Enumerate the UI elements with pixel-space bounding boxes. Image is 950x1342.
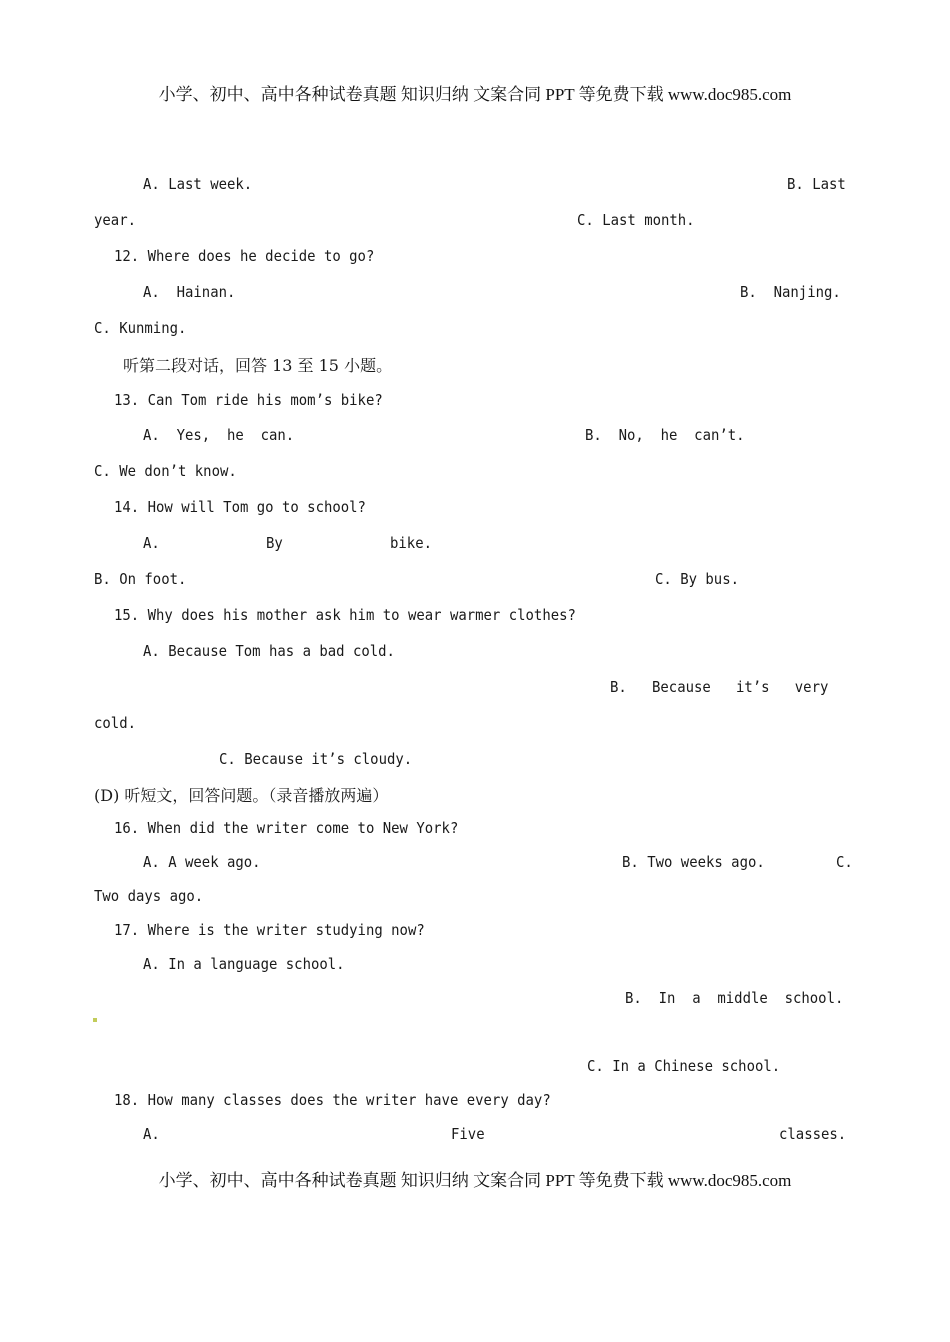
q11-option-b: B. Last (787, 175, 846, 193)
q16-option-c-text: Two days ago. (94, 887, 204, 905)
q12-question: 12. Where does he decide to go? (114, 247, 375, 265)
q13-question: 13. Can Tom ride his mom’s bike? (114, 391, 383, 409)
q13-option-b: B. No, he can’t. (585, 426, 745, 444)
q13-option-a: A. Yes, he can. (143, 426, 295, 444)
q15-option-c: C. Because it’s cloudy. (219, 750, 413, 768)
q13-option-c: C. We don’t know. (94, 462, 237, 480)
q12-option-b: B. Nanjing. (740, 283, 841, 301)
q18-option-a-word-2: classes. (779, 1125, 847, 1143)
stray-mark (93, 1018, 97, 1022)
q17-option-a: A. In a language school. (143, 955, 345, 973)
q17-option-b: B. In a middle school. (625, 989, 844, 1007)
q14-option-c: C. By bus. (655, 570, 739, 588)
q18-option-a-label: A. (143, 1125, 160, 1143)
q12-option-c: C. Kunming. (94, 319, 187, 337)
q15-option-b-continued: cold. (94, 714, 136, 732)
q16-option-c-label: C. (836, 853, 853, 871)
q16-option-a: A. A week ago. (143, 853, 261, 871)
q17-question: 17. Where is the writer studying now? (114, 921, 425, 939)
q16-option-b: B. Two weeks ago. (622, 853, 765, 871)
page-header-banner: 小学、初中、高中各种试卷真题 知识归纳 文案合同 PPT 等免费下载 www.doc985.com (158, 85, 792, 104)
q18-option-a-word-1: Five (451, 1125, 485, 1143)
page-footer-banner: 小学、初中、高中各种试卷真题 知识归纳 文案合同 PPT 等免费下载 www.doc985.com (158, 1171, 792, 1190)
section-d-instruction: (D) 听短文，回答问题。（录音播放两遍） (94, 786, 389, 805)
q15-question: 15. Why does his mother ask him to wear warmer clothes? (114, 606, 576, 624)
q15-option-b: B. Because it’s very (610, 678, 829, 696)
q14-option-a-label: A. (143, 534, 160, 552)
q15-option-a: A. Because Tom has a bad cold. (143, 642, 395, 660)
q16-question: 16. When did the writer come to New York? (114, 819, 459, 837)
q14-option-a-word-1: By (266, 534, 283, 552)
q11-option-c: C. Last month. (577, 211, 695, 229)
q14-option-a-word-2: bike. (390, 534, 432, 552)
q12-option-a: A. Hainan. (143, 283, 236, 301)
q17-option-c: C. In a Chinese school. (587, 1057, 781, 1075)
q14-question: 14. How will Tom go to school? (114, 498, 366, 516)
q14-option-b: B. On foot. (94, 570, 187, 588)
section-instruction-dialog-2: 听第二段对话，回答 13 至 15 小题。 (123, 356, 393, 375)
q11-option-b-continued: year. (94, 211, 136, 229)
q18-question: 18. How many classes does the writer have every day? (114, 1091, 551, 1109)
q11-option-a: A. Last week. (143, 175, 253, 193)
